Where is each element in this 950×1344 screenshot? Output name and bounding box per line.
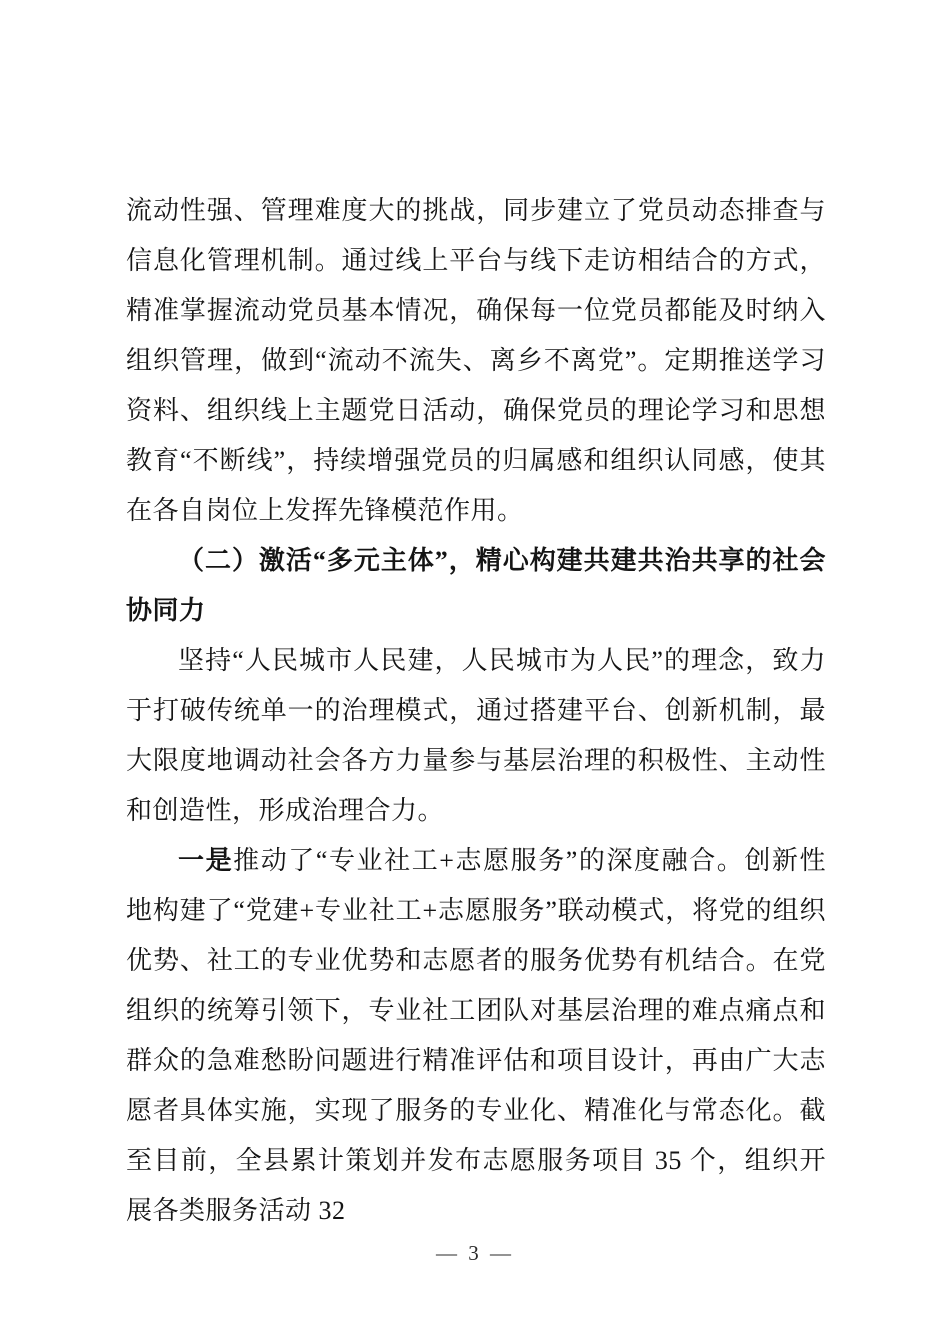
paragraph-continuation-from-previous-page: 流动性强、管理难度大的挑战，同步建立了党员动态排查与信息化管理机制。通过线上平台与线下走访相结合的方式，精准掌握流动党员基本情况，确保每一位党员都能及时纳入组织管理，做到“流动不流失、离乡不离党”。定期推送学习资料、组织线上主题党日活动，确保党员的理论学习和思想教育“不断线”，持续增强党员的归属感和组织认同感，使其在各自岗位上发挥先锋模范作用。: [126, 196, 826, 525]
document-body: [126, 186, 826, 1236]
page-number: — 3 —: [436, 1241, 514, 1265]
paragraph-principle: 坚持“人民城市人民建，人民城市为人民”的理念，致力于打破传统单一的治理模式，通过搭建平台、创新机制，最大限度地调动社会各方力量参与基层治理的积极性、主动性和创造性，形成治理合力。: [126, 646, 826, 825]
section-heading-two: （二）激活“多元主体”，精心构建共建共治共享的社会协同力: [126, 546, 826, 625]
paragraph-first-point-body: 推动了“专业社工+志愿服务”的深度融合。创新性地构建了“党建+专业社工+志愿服务”联动模式，将党的组织优势、社工的专业优势和志愿者的服务优势有机结合。在党组织的统筹引领下，专业社工团队对基层治理的难点痛点和群众的急难愁盼问题进行精准评估和项目设计，再由广大志愿者具体实施，实现了服务的专业化、精准化与常态化。截至目前，全县累计策划并发布志愿服务项目 35 个，组织开展各类服务活动 32: [126, 846, 826, 1225]
paragraph-first-point-lead-emphasis: 一是: [178, 846, 234, 875]
paragraph-first-point: [126, 836, 826, 1236]
